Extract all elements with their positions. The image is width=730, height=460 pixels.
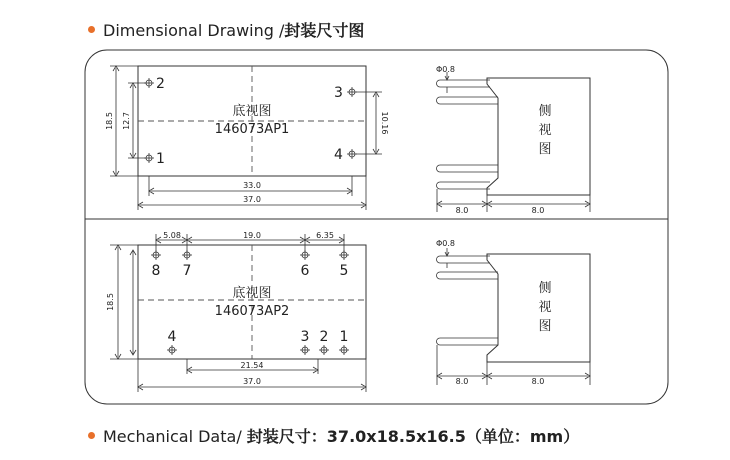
bullet-icon — [88, 432, 95, 439]
pin-label: 3 — [334, 85, 343, 101]
dim-height: 18.5 — [105, 112, 114, 130]
dim-inner-width: 33.0 — [243, 181, 261, 190]
outer-frame — [85, 50, 668, 404]
heading-cjk: 封装尺寸：37.0x18.5x16.5（单位：mm） — [246, 427, 580, 446]
dim-top-mid: 19.0 — [243, 231, 261, 240]
pin-label: 7 — [182, 263, 192, 279]
heading-latin: Dimensional Drawing / — [103, 21, 285, 40]
pin-label: 4 — [334, 147, 343, 163]
pin-label: 6 — [300, 263, 310, 279]
top-side-view — [436, 65, 590, 215]
bottom-bottom-view — [106, 231, 366, 392]
pin-label: 1 — [156, 151, 165, 167]
dim-height: 18.5 — [106, 293, 115, 311]
top-bottom-view — [105, 66, 389, 210]
side-pins — [437, 72, 498, 189]
bottom-view-label: 底视图 — [232, 104, 272, 119]
dim-pitch: 12.7 — [122, 112, 131, 130]
side-view-char: 侧 — [538, 104, 552, 119]
pin-label: 1 — [339, 329, 349, 345]
pin-label: 8 — [151, 263, 161, 279]
pin-label: 4 — [167, 329, 177, 345]
top-right-dim — [356, 92, 382, 154]
mechanical-data-heading — [88, 424, 579, 447]
dim-top-right: 6.35 — [316, 231, 334, 240]
side-view-char: 视 — [538, 300, 552, 315]
part-number: 146073AP2 — [214, 304, 290, 319]
dim-top-left: 5.08 — [163, 231, 181, 240]
dim-side-right: 8.0 — [531, 206, 545, 215]
part-number: 146073AP1 — [214, 122, 290, 137]
side-view-char: 图 — [538, 142, 552, 157]
pin-label: 5 — [339, 263, 349, 279]
dim-total-width: 37.0 — [243, 195, 261, 204]
heading-cjk: 封装尺寸图 — [284, 21, 365, 40]
dim-side-left: 8.0 — [455, 206, 469, 215]
side-view-char: 侧 — [538, 281, 552, 296]
pin-label: 2 — [156, 76, 165, 92]
pin-label: 3 — [300, 329, 310, 345]
bottom-side-view — [436, 239, 590, 386]
bottom-view-label: 底视图 — [232, 286, 272, 301]
dim-side-right: 8.0 — [531, 377, 545, 386]
dim-side-left: 8.0 — [455, 377, 469, 386]
side-view-char: 视 — [538, 123, 552, 138]
dim-right: 10.16 — [380, 111, 389, 135]
pin-diameter: Φ0.8 — [436, 65, 456, 74]
side-view-char: 图 — [538, 319, 552, 334]
pin-diameter: Φ0.8 — [436, 239, 456, 248]
dim-pin-span: 21.54 — [240, 361, 264, 370]
pin-label: 2 — [319, 329, 329, 345]
heading-latin: Mechanical Data/ — [103, 427, 247, 446]
top-pin-markers — [144, 78, 357, 163]
dim-total-width: 37.0 — [243, 377, 261, 386]
